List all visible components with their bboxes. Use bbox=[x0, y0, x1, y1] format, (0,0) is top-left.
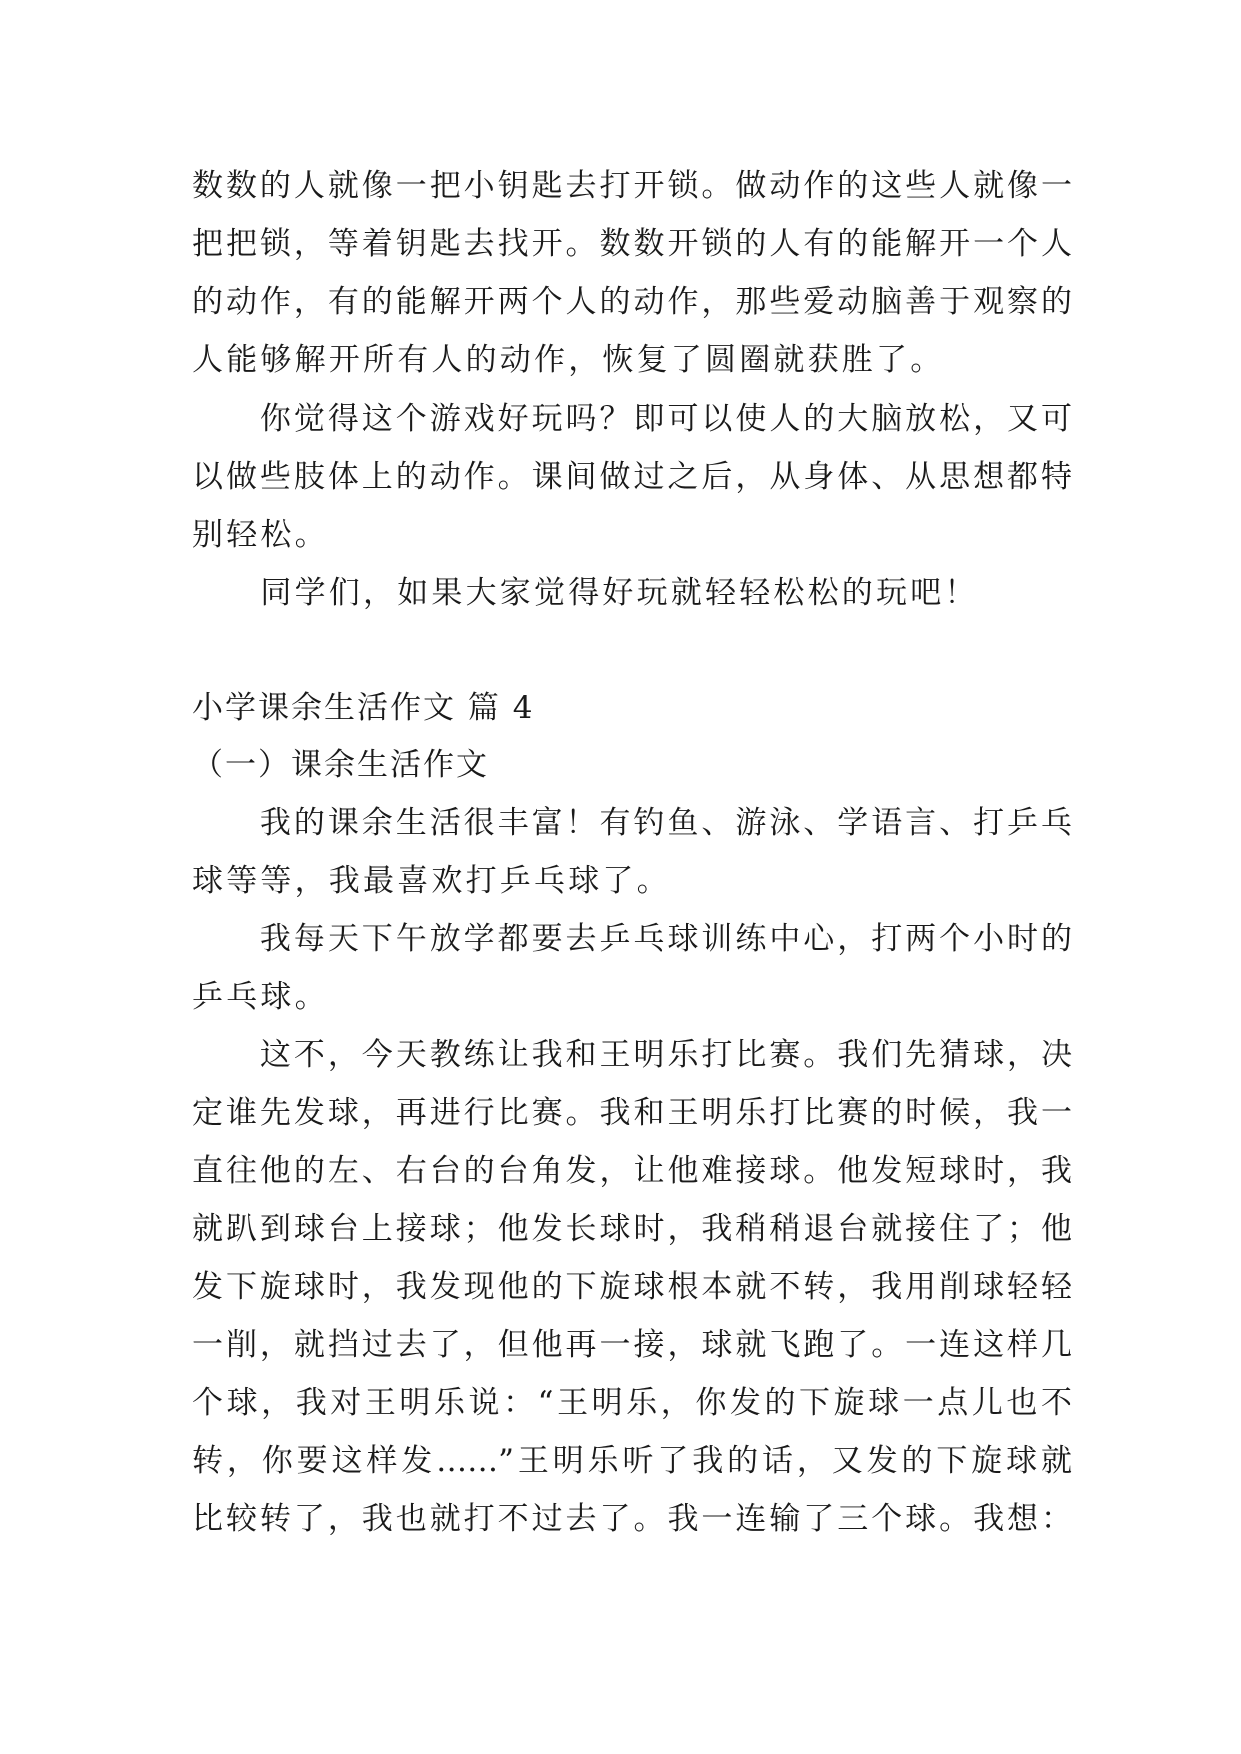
text-line: 直往他的左、右台的台角发，让他难接球。他发短球时，我 bbox=[192, 1153, 1072, 1189]
text-line: 一削，就挡过去了，但他再一接，球就飞跑了。一连这样几 bbox=[192, 1327, 1072, 1363]
text-line: 发下旋球时，我发现他的下旋球根本就不转，我用削球轻轻 bbox=[192, 1269, 1072, 1305]
text-line: 的动作，有的能解开两个人的动作，那些爱动脑善于观察的 bbox=[192, 284, 1072, 320]
text-line: 这不，今天教练让我和王明乐打比赛。我们先猜球，决 bbox=[192, 1037, 1072, 1073]
text-line: 数数的人就像一把小钥匙去打开锁。做动作的这些人就像一 bbox=[192, 168, 1072, 204]
text-line: 别轻松。 bbox=[192, 517, 329, 553]
text-line: 你觉得这个游戏好玩吗？即可以使人的大脑放松，又可 bbox=[192, 401, 1072, 437]
text-line: 比较转了，我也就打不过去了。我一连输了三个球。我想： bbox=[192, 1501, 1072, 1537]
text-line: 定谁先发球，再进行比赛。我和王明乐打比赛的时候，我一 bbox=[192, 1095, 1072, 1131]
text-line: 就趴到球台上接球；他发长球时，我稍稍退台就接住了；他 bbox=[192, 1211, 1072, 1247]
text-line: 球等等，我最喜欢打乒乓球了。 bbox=[192, 863, 671, 899]
section-heading: 小学课余生活作文 篇 4 bbox=[192, 690, 535, 726]
text-line: 以做些肢体上的动作。课间做过之后，从身体、从思想都特 bbox=[192, 459, 1072, 495]
subsection-heading: （一）课余生活作文 bbox=[192, 747, 489, 783]
text-line: 我的课余生活很丰富！有钓鱼、游泳、学语言、打乒乓 bbox=[192, 805, 1072, 841]
text-line: 个球，我对王明乐说：“王明乐，你发的下旋球一点儿也不 bbox=[192, 1385, 1072, 1421]
text-line: 把把锁，等着钥匙去找开。数数开锁的人有的能解开一个人 bbox=[192, 226, 1072, 262]
text-line: 乒乓球。 bbox=[192, 979, 329, 1015]
text-line: 转，你要这样发……”王明乐听了我的话，又发的下旋球就 bbox=[192, 1443, 1072, 1479]
text-line: 人能够解开所有人的动作，恢复了圆圈就获胜了。 bbox=[192, 342, 945, 378]
text-line: 我每天下午放学都要去乒乓球训练中心，打两个小时的 bbox=[192, 921, 1072, 957]
text-line: 同学们，如果大家觉得好玩就轻轻松松的玩吧！ bbox=[192, 575, 979, 611]
